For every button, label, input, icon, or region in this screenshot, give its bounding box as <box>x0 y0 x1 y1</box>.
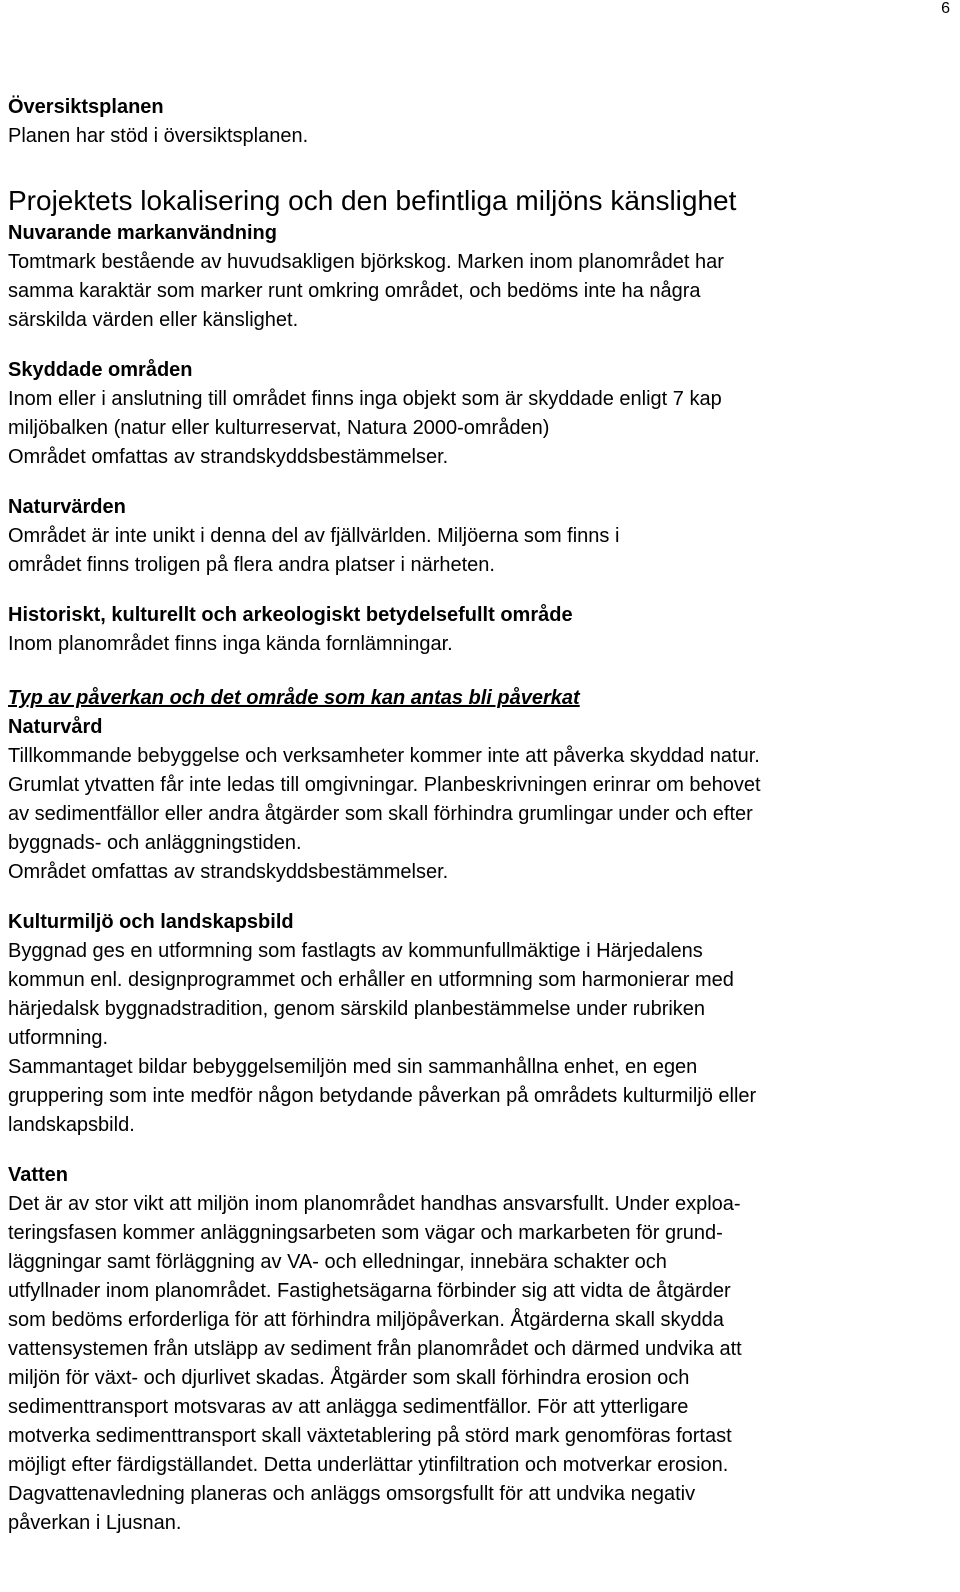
section-heading-naturvarden: Naturvärden <box>8 496 126 518</box>
paragraph-line: området finns troligen på flera andra platser i närheten. <box>8 554 495 576</box>
paragraph-line: landskapsbild. <box>8 1114 135 1136</box>
paragraph-line: miljön för växt- och djurlivet skadas. Åtgärder som skall förhindra erosion och <box>8 1367 690 1389</box>
paragraph-line: Området omfattas av strandskyddsbestämmelser. <box>8 861 449 883</box>
paragraph-line: Området omfattas av strandskyddsbestämmelser. <box>8 446 449 468</box>
section-heading-historiskt: Historiskt, kulturellt och arkeologiskt betydelsefullt område <box>8 604 573 626</box>
paragraph-line: Tomtmark bestående av huvudsakligen björkskog. Marken inom planområdet har <box>8 251 724 273</box>
section-heading-nuvarande-markanvandning: Nuvarande markanvändning <box>8 222 277 244</box>
paragraph-line: av sedimentfällor eller andra åtgärder som skall förhindra grumlingar under och efter <box>8 803 753 825</box>
paragraph-line: Det är av stor vikt att miljön inom planområdet handhas ansvarsfullt. Under exploa- <box>8 1193 741 1215</box>
section-skyddade-omraden <box>8 356 948 472</box>
paragraph-line: Sammantaget bildar bebyggelsemiljön med sin sammanhållna enhet, en egen <box>8 1056 698 1078</box>
section-heading-vatten: Vatten <box>8 1164 69 1186</box>
section-kulturmiljo <box>8 908 948 1140</box>
chapter-title: Projektets lokalisering och den befintliga miljöns känslighet <box>8 185 737 216</box>
paragraph-line: påverkan i Ljusnan. <box>8 1512 182 1534</box>
paragraph-line: Inom planområdet finns inga kända fornlämningar. <box>8 633 453 655</box>
paragraph-line: Inom eller i anslutning till området finns inga objekt som är skyddade enligt 7 kap <box>8 388 722 410</box>
section-historiskt <box>8 601 948 659</box>
paragraph-line: särskilda värden eller känslighet. <box>8 309 299 331</box>
section-heading-skyddade-omraden: Skyddade områden <box>8 359 193 381</box>
section-oversiktsplanen <box>8 93 948 151</box>
paragraph-line: samma karaktär som marker runt omkring området, och bedöms inte ha några <box>8 280 701 302</box>
chapter-heading-typ-av-paverkan: Typ av påverkan och det område som kan antas bli påverkat <box>8 687 580 709</box>
paragraph-line: utformning. <box>8 1027 109 1049</box>
section-naturvarden <box>8 493 948 580</box>
paragraph-line: läggningar samt förläggning av VA- och elledningar, innebära schakter och <box>8 1251 667 1273</box>
section-vatten <box>8 1161 948 1538</box>
paragraph-line: kommun enl. designprogrammet och erhåller en utformning som harmonierar med <box>8 969 734 991</box>
paragraph-line: som bedöms erforderliga för att förhindra miljöpåverkan. Åtgärderna skall skydda <box>8 1309 724 1331</box>
section-typ-av-paverkan <box>8 684 948 887</box>
paragraph-line: möjligt efter färdigställandet. Detta underlättar ytinfiltration och motverkar erosion. <box>8 1454 729 1476</box>
paragraph-line: Området är inte unikt i denna del av fjällvärlden. Miljöerna som finns i <box>8 525 620 547</box>
paragraph-line: Byggnad ges en utformning som fastlagts av kommunfullmäktige i Härjedalens <box>8 940 703 962</box>
paragraph-line: miljöbalken (natur eller kulturreservat, Natura 2000-områden) <box>8 417 550 439</box>
paragraph-line: härjedalsk byggnadstradition, genom särskild planbestämmelse under rubriken <box>8 998 706 1020</box>
section-heading-oversiktsplanen: Översiktsplanen <box>8 96 164 118</box>
paragraph-line: byggnads- och anläggningstiden. <box>8 832 302 854</box>
paragraph-line: Grumlat ytvatten får inte ledas till omgivningar. Planbeskrivningen erinrar om behovet <box>8 774 761 796</box>
paragraph-line: motverka sedimenttransport skall växtetablering på störd mark genomföras fortast <box>8 1425 732 1447</box>
paragraph-line: Tillkommande bebyggelse och verksamheter kommer inte att påverka skyddad natur. <box>8 745 760 767</box>
paragraph-line: teringsfasen kommer anläggningsarbeten som vägar och markarbeten för grund- <box>8 1222 723 1244</box>
page-number: 6 <box>941 0 950 17</box>
section-heading-kulturmiljo: Kulturmiljö och landskapsbild <box>8 911 294 933</box>
paragraph-line: Dagvattenavledning planeras och anläggs omsorgsfullt för att undvika negativ <box>8 1483 696 1505</box>
paragraph-line: Planen har stöd i översiktsplanen. <box>8 125 309 147</box>
section-heading-naturvard: Naturvård <box>8 716 103 738</box>
document-body <box>8 93 948 1538</box>
section-projektets-lokalisering <box>8 183 948 335</box>
paragraph-line: sedimenttransport motsvaras av att anlägga sedimentfällor. För att ytterligare <box>8 1396 689 1418</box>
paragraph-line: utfyllnader inom planområdet. Fastighetsägarna förbinder sig att vidta de åtgärder <box>8 1280 731 1302</box>
paragraph-line: vattensystemen från utsläpp av sediment från planområdet och därmed undvika att <box>8 1338 742 1360</box>
paragraph-line: gruppering som inte medför någon betydande påverkan på områdets kulturmiljö eller <box>8 1085 757 1107</box>
